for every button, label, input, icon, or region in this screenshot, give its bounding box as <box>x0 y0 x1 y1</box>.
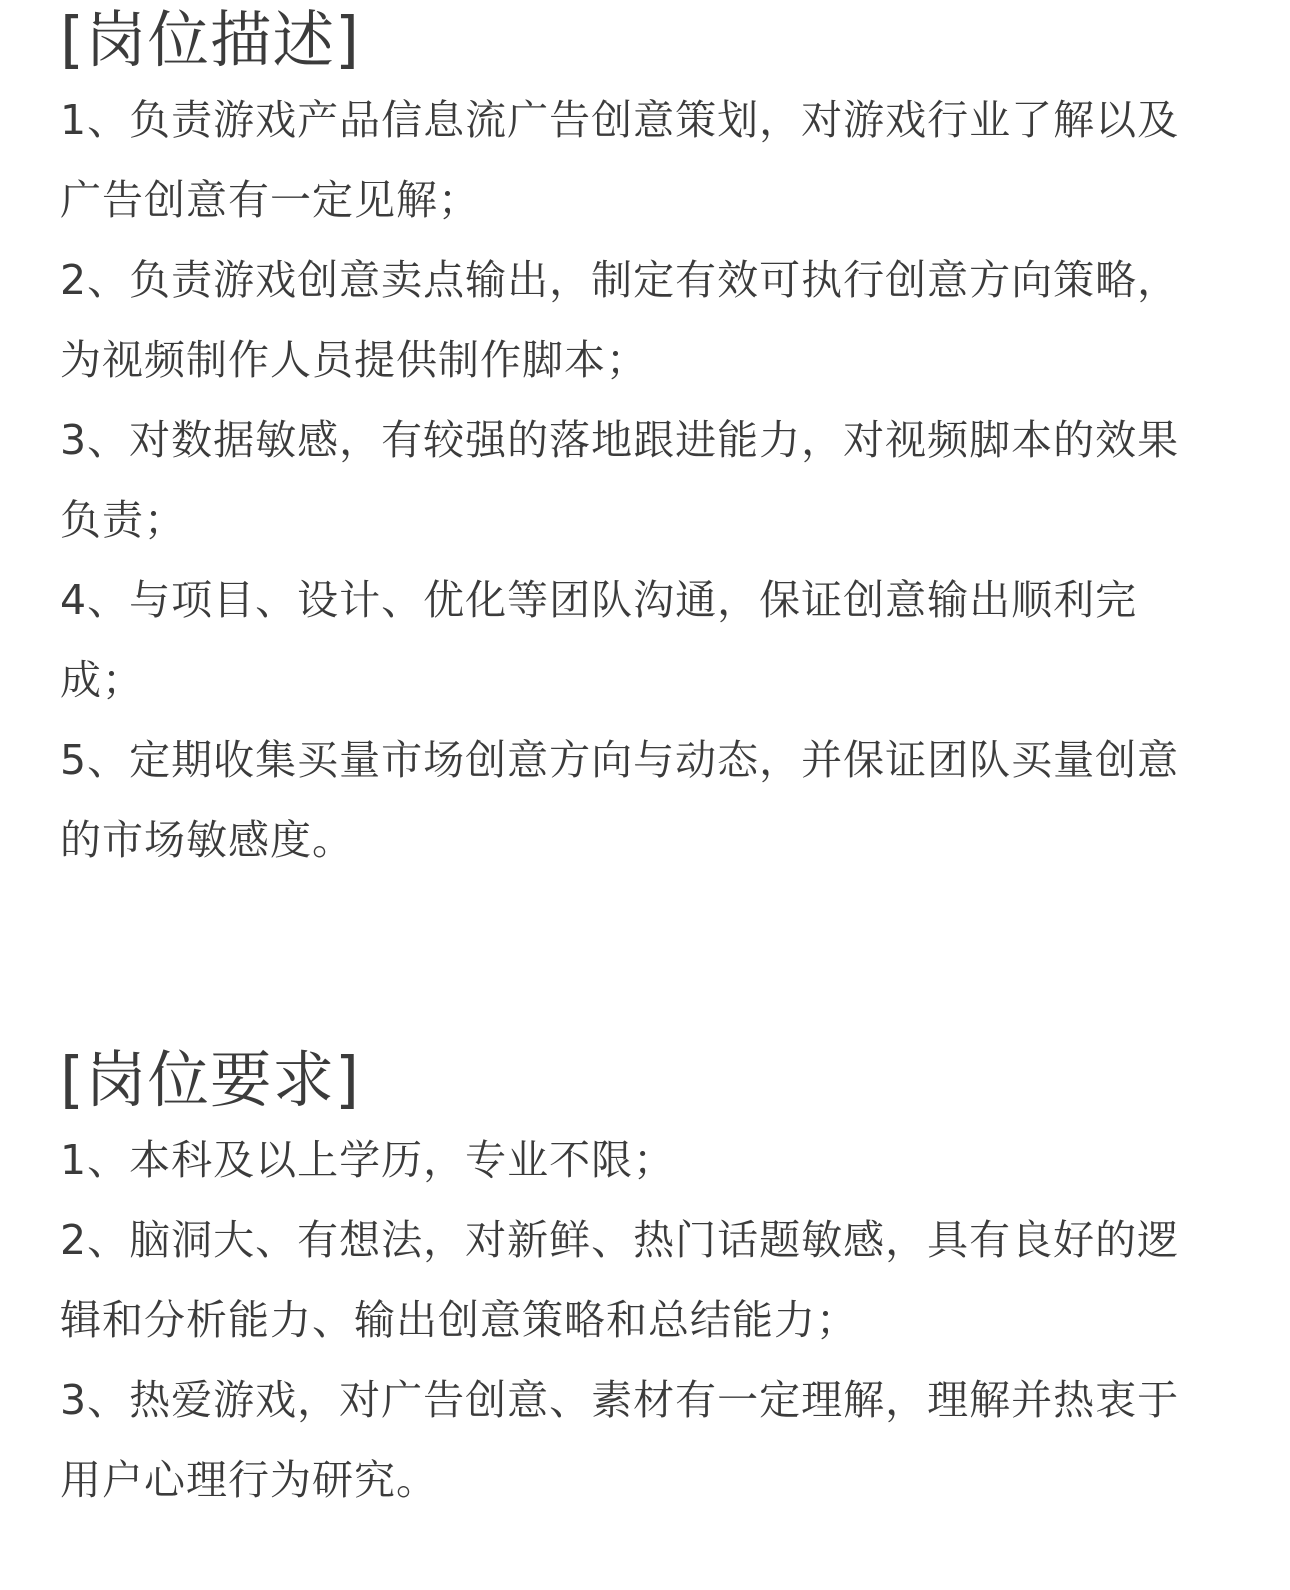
job-description-item-3: 3、对数据敏感，有较强的落地跟进能力，对视频脚本的效果负责； <box>60 416 1180 544</box>
job-description-title: [岗位描述] <box>60 4 360 76</box>
job-requirements-item-2: 2、脑洞大、有想法，对新鲜、热门话题敏感，具有良好的逻辑和分析能力、输出创意策略和总结能力； <box>60 1216 1180 1344</box>
section-spacer <box>60 880 1210 1040</box>
job-description-item-5: 5、定期收集买量市场创意方向与动态，并保证团队买量创意的市场敏感度。 <box>60 736 1180 864</box>
job-description-item-1: 1、负责游戏产品信息流广告创意策划，对游戏行业了解以及广告创意有一定见解； <box>60 96 1180 224</box>
job-description-item-4: 4、与项目、设计、优化等团队沟通，保证创意输出顺利完成； <box>60 576 1138 704</box>
job-requirements-item-1: 1、本科及以上学历，专业不限； <box>60 1136 676 1184</box>
job-requirements-item-3: 3、热爱游戏，对广告创意、素材有一定理解，理解并热衷于用户心理行为研究。 <box>60 1376 1180 1504</box>
job-description-section <box>60 0 1210 880</box>
job-posting-text <box>60 0 1210 1520</box>
job-description-item-2: 2、负责游戏创意卖点输出，制定有效可执行创意方向策略，为视频制作人员提供制作脚本； <box>60 256 1180 384</box>
job-requirements-section <box>60 1040 1210 1520</box>
job-requirements-title: [岗位要求] <box>60 1044 360 1116</box>
